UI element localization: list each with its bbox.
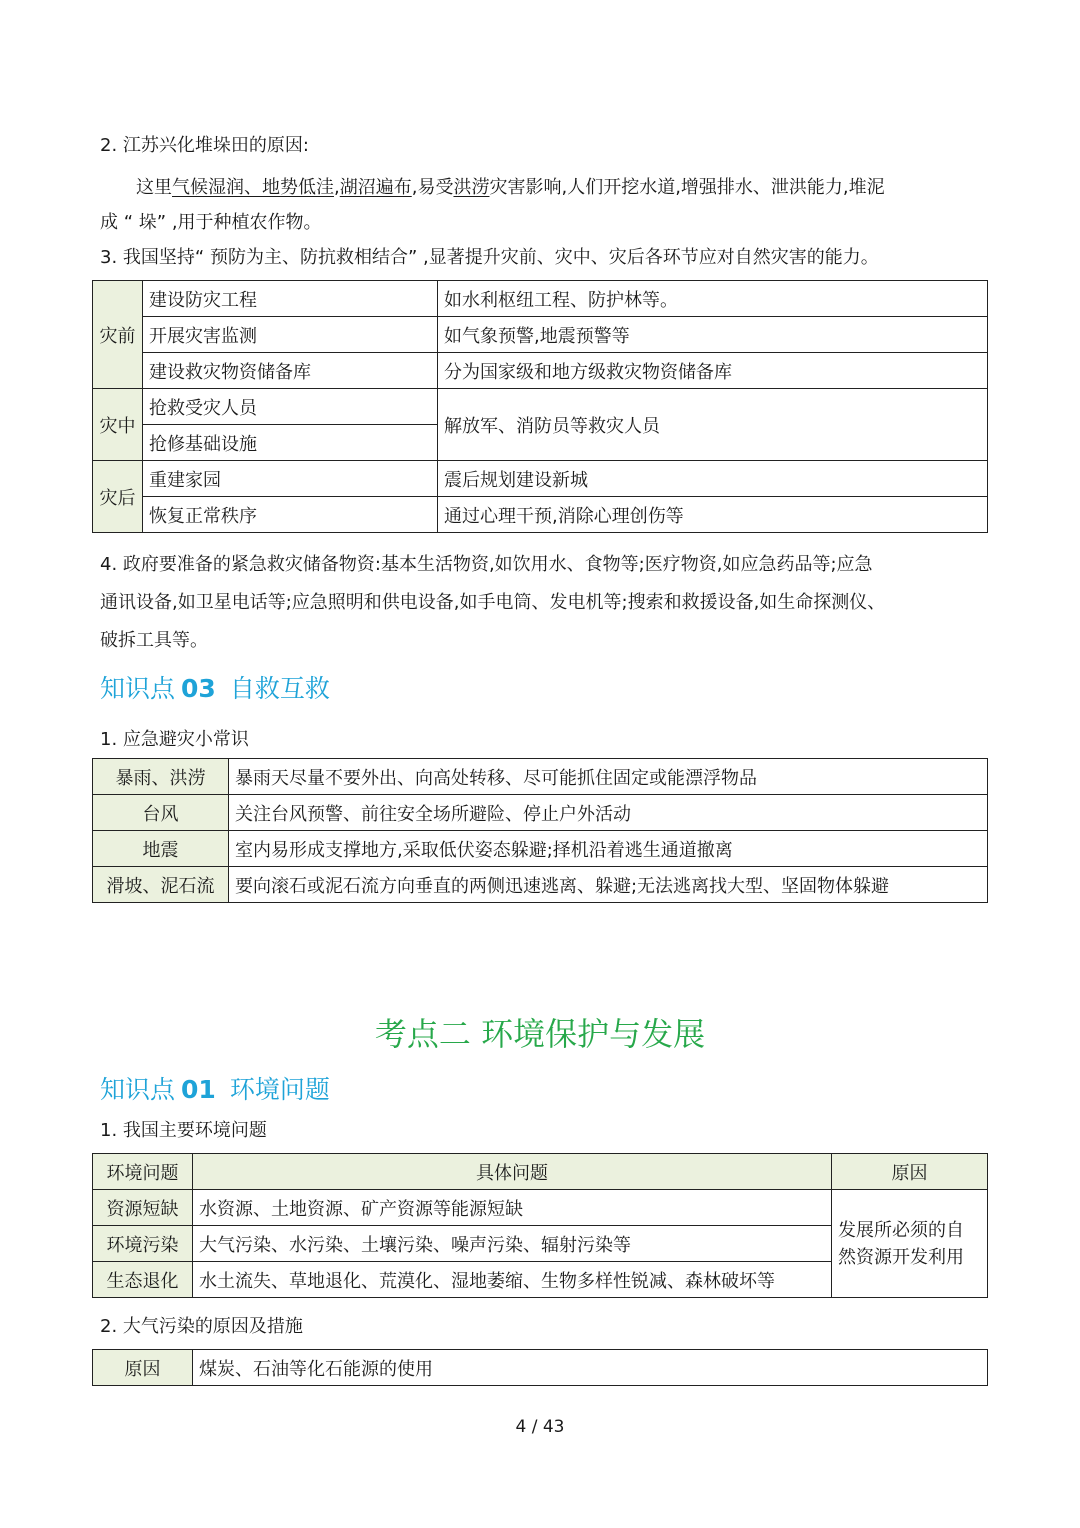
header-cell: 原因 [832, 1154, 988, 1190]
tip-cell: 要向滚石或泥石流方向垂直的两侧迅速逃离、躲避;无法逃离找大型、坚固物体躲避 [229, 867, 988, 903]
air-pollution-title: 2. 大气污染的原因及措施 [100, 1316, 303, 1337]
example-cell: 如水利枢纽工程、防护林等。 [438, 281, 988, 317]
paragraph-2-line1: 这里气候湿润、地势低洼,湖沼遍布,易受洪涝灾害影响,人们开挖水道,增强排水、泄洪能力,堆泥 [136, 177, 885, 198]
phase-during: 灾中 [93, 389, 143, 461]
example-cell: 解放军、消防员等救灾人员 [438, 389, 988, 461]
table-row [93, 831, 988, 867]
table-row [93, 1350, 988, 1386]
measure-cell: 建设救灾物资储备库 [143, 353, 438, 389]
disaster-type-cell: 台风 [93, 795, 229, 831]
table-row [93, 795, 988, 831]
paragraph-4-line3: 破拆工具等。 [100, 630, 208, 651]
tip-cell: 室内易形成支撑地方,采取低伏姿态躲避;择机沿着逃生通道撤离 [229, 831, 988, 867]
measure-cell: 抢救受灾人员 [143, 389, 438, 425]
knowledge-point-01-heading: 知识点 01 环境问题 [100, 1075, 330, 1104]
disaster-type-cell: 暴雨、洪涝 [93, 759, 229, 795]
problem-detail-cell: 大气污染、水污染、土壤污染、噪声污染、辐射污染等 [193, 1226, 832, 1262]
tip-cell: 暴雨天尽量不要外出、向高处转移、尽可能抓住固定或能漂浮物品 [229, 759, 988, 795]
table-row [93, 1190, 988, 1226]
header-cell: 环境问题 [93, 1154, 193, 1190]
page-number: 4 / 43 [515, 1417, 565, 1437]
cause-label-cell: 原因 [93, 1350, 193, 1386]
knowledge-point-03-heading: 知识点 03 自救互救 [100, 674, 330, 703]
tip-cell: 关注台风预警、前往安全场所避险、停止户外活动 [229, 795, 988, 831]
measure-cell: 重建家园 [143, 461, 438, 497]
emergency-title: 1. 应急避灾小常识 [100, 729, 249, 750]
cause-value-cell: 煤炭、石油等化石能源的使用 [193, 1350, 988, 1386]
table-row [93, 353, 988, 389]
paragraph-4-line2: 通讯设备,如卫星电话等;应急照明和供电设备,如手电筒、发电机等;搜索和救援设备,如生命探测仪、 [100, 592, 886, 613]
disaster-type-cell: 地震 [93, 831, 229, 867]
example-cell: 如气象预警,地震预警等 [438, 317, 988, 353]
example-cell: 分为国家级和地方级救灾物资储备库 [438, 353, 988, 389]
paragraph-3: 3. 我国坚持“ 预防为主、防抗救相结合” ,显著提升灾前、灾中、灾后各环节应对自然灾害的能力。 [100, 247, 879, 268]
env-problems-title: 1. 我国主要环境问题 [100, 1120, 267, 1141]
table-row [93, 461, 988, 497]
paragraph-4-line1: 4. 政府要准备的紧急救灾储备物资:基本生活物资,如饮用水、食物等;医疗物资,如应急药品等;应急 [100, 554, 873, 575]
env-problems-table [92, 1153, 988, 1298]
table-row [93, 281, 988, 317]
disaster-phase-table [92, 280, 988, 533]
header-cell: 具体问题 [193, 1154, 832, 1190]
disaster-type-cell: 滑坡、泥石流 [93, 867, 229, 903]
problem-type-cell: 资源短缺 [93, 1190, 193, 1226]
example-cell: 通过心理干预,消除心理创伤等 [438, 497, 988, 533]
measure-cell: 恢复正常秩序 [143, 497, 438, 533]
paragraph-2-line2: 成 “ 垛” ,用于种植农作物。 [100, 212, 322, 233]
table-row [93, 389, 988, 425]
problem-detail-cell: 水资源、土地资源、矿产资源等能源短缺 [193, 1190, 832, 1226]
problem-type-cell: 环境污染 [93, 1226, 193, 1262]
phase-before: 灾前 [93, 281, 143, 389]
measure-cell: 建设防灾工程 [143, 281, 438, 317]
emergency-tips-table [92, 758, 988, 903]
example-cell: 震后规划建设新城 [438, 461, 988, 497]
measure-cell: 开展灾害监测 [143, 317, 438, 353]
air-pollution-table [92, 1349, 988, 1386]
phase-after: 灾后 [93, 461, 143, 533]
section-2-title: 考点二 环境保护与发展 [374, 1015, 706, 1053]
measure-cell: 抢修基础设施 [143, 425, 438, 461]
problem-detail-cell: 水土流失、草地退化、荒漠化、湿地萎缩、生物多样性锐减、森林破坏等 [193, 1262, 832, 1298]
reason-cell: 发展所必须的自然资源开发利用 [832, 1190, 988, 1298]
table-row [93, 317, 988, 353]
table-row [93, 497, 988, 533]
table-row [93, 867, 988, 903]
table-header-row [93, 1154, 988, 1190]
table-row [93, 759, 988, 795]
paragraph-2-title: 2. 江苏兴化堆垛田的原因: [100, 135, 309, 156]
problem-type-cell: 生态退化 [93, 1262, 193, 1298]
